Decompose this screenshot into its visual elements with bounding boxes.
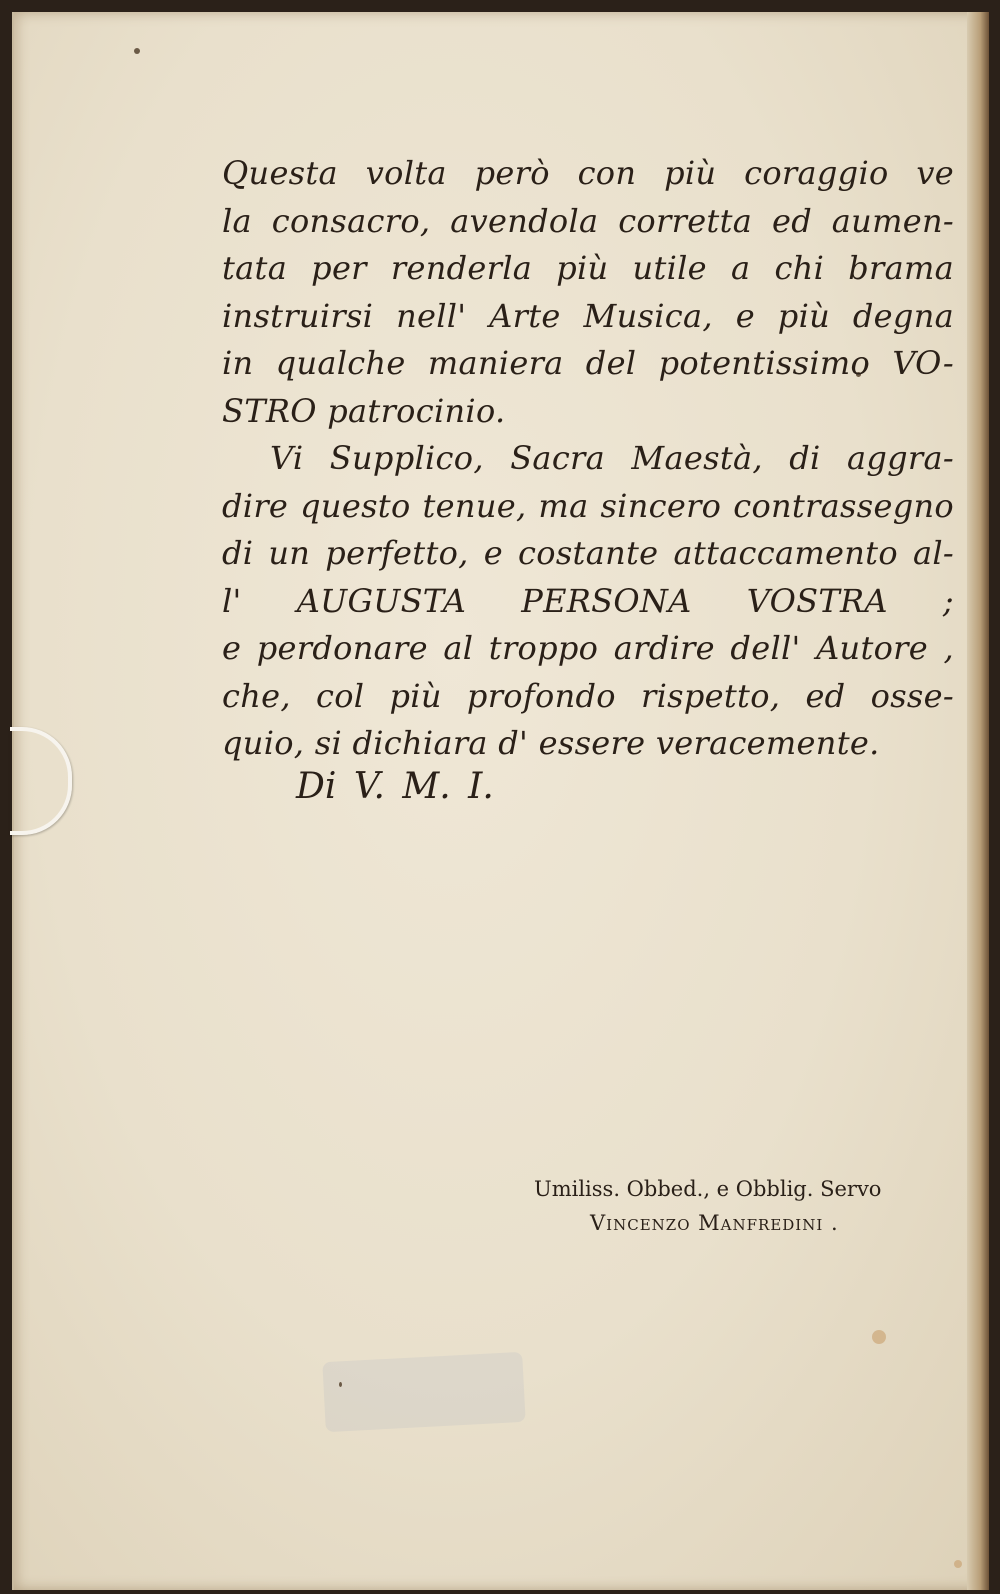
foxing-spot	[872, 1330, 886, 1344]
signature-name: Vincenzo Manfredini .	[590, 1211, 839, 1235]
text-line: STRO patrocinio.	[222, 391, 506, 430]
text-line: instruirsi nell' Arte Musica, e più degna	[222, 296, 954, 335]
text-line: tata per renderla più utile a chi brama	[222, 249, 954, 287]
binding-thread	[10, 727, 72, 835]
text-line: di un perfetto, e costante attaccamento al-	[222, 534, 954, 572]
ink-speck	[134, 48, 140, 54]
foxing-spot	[954, 1560, 962, 1568]
text-line: la consacro, avendola corretta ed aumen-	[222, 201, 954, 240]
signature-title: Umiliss. Obbed., e Obblig. Servo	[534, 1177, 882, 1201]
signature-block	[534, 1172, 944, 1240]
ink-speck	[339, 1382, 342, 1387]
faded-stamp-mark	[322, 1352, 525, 1432]
text-line: che, col più profondo rispetto, ed osse-	[222, 676, 954, 715]
text-line: Questa volta però con più coraggio ve	[222, 154, 954, 192]
text-line: Vi Supplico, Sacra Maestà, di aggra-	[270, 439, 954, 477]
text-line: dire questo tenue, ma sincero contrassegno	[222, 486, 954, 525]
text-line: e perdonare al troppo ardire dell' Autore ,	[222, 629, 954, 667]
dedication-text	[222, 150, 954, 768]
book-page	[12, 12, 989, 1590]
text-line: l' AUGUSTA PERSONA VOSTRA ;	[222, 581, 954, 620]
text-line: quio, si dichiara d' essere veracemente.	[222, 724, 880, 762]
text-line: in qualche maniera del potentissimo VO-	[222, 344, 954, 382]
page-edge-shadow	[967, 12, 989, 1590]
closing-salutation: Di V. M. I.	[296, 766, 494, 807]
